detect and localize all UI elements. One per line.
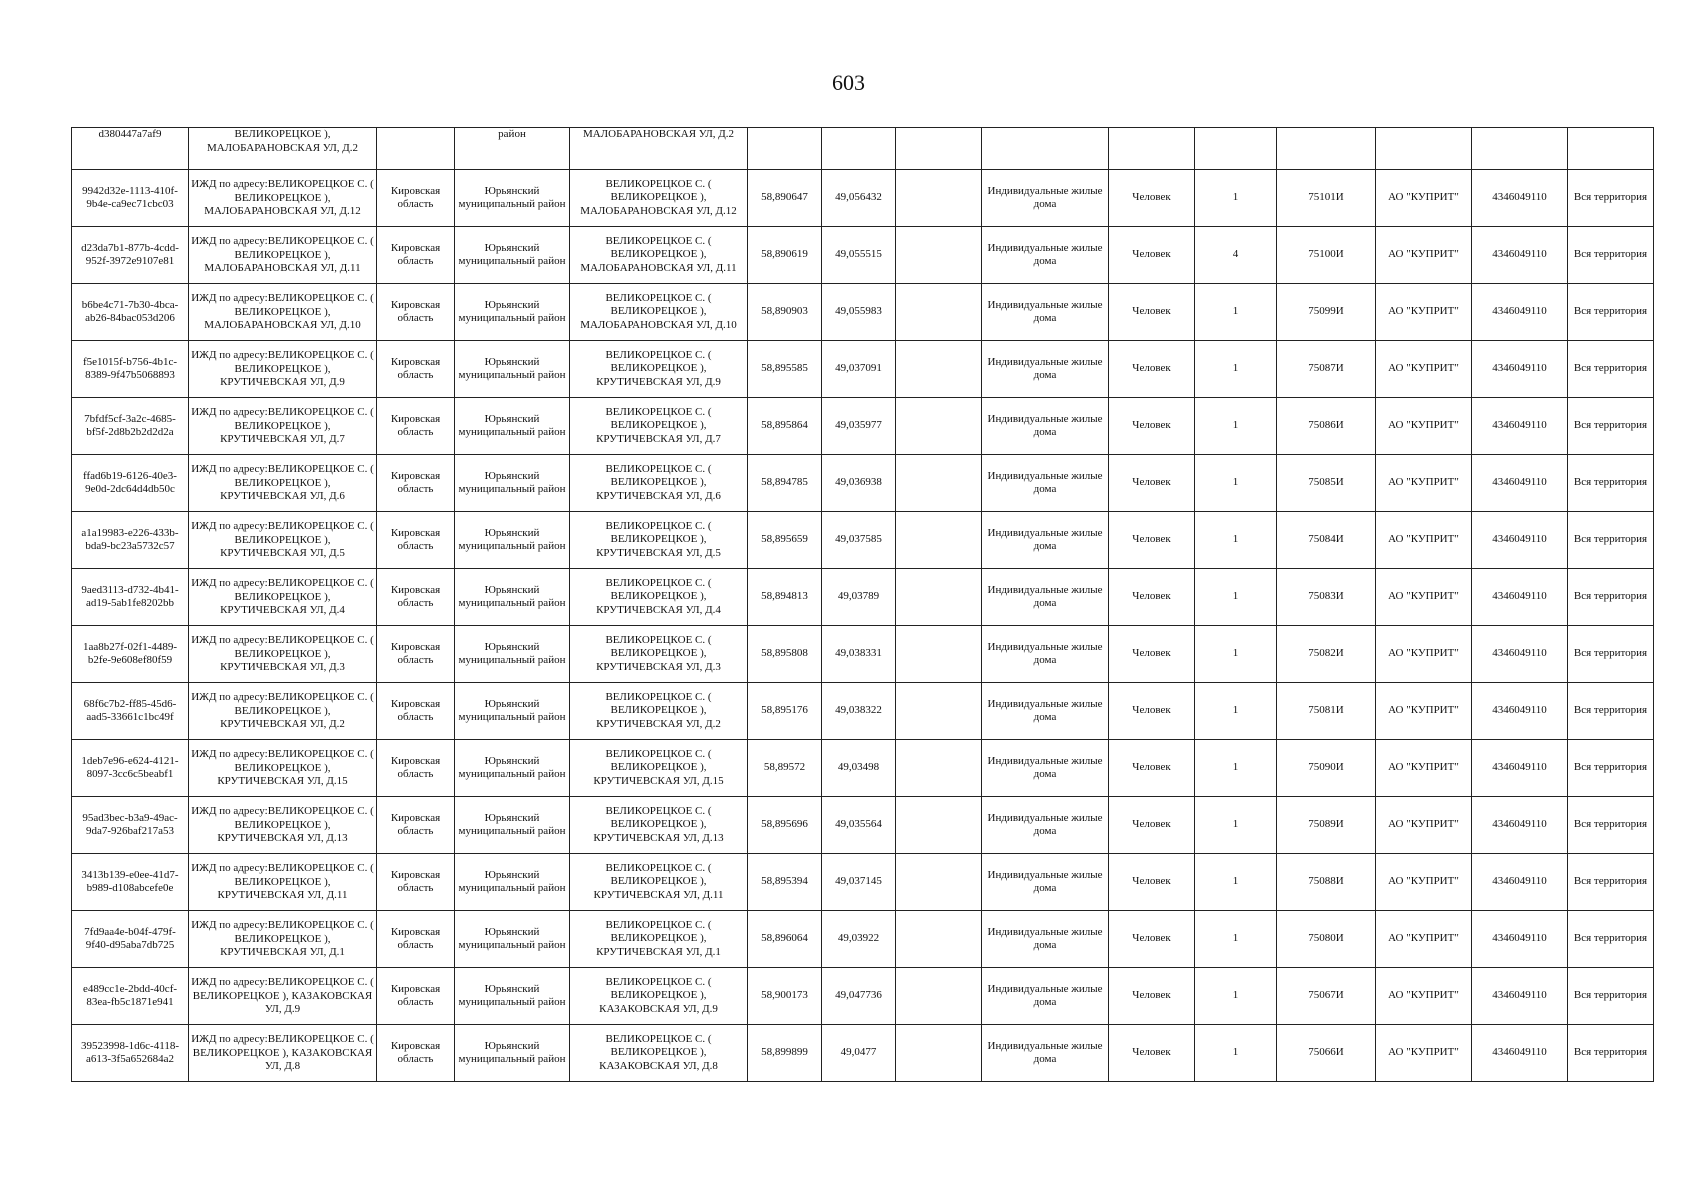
cell-unit: Человек [1109, 284, 1195, 341]
cell-longitude: 49,055515 [822, 227, 896, 284]
cell-organization: АО "КУПРИТ" [1376, 455, 1472, 512]
cell-code: 75082И [1277, 626, 1376, 683]
cell-region: Кировская область [377, 512, 455, 569]
cell-id: 7fd9aa4e-b04f-479f-9f40-d95aba7db725 [72, 911, 189, 968]
cell-quantity: 1 [1195, 968, 1277, 1025]
cell-district: Юрьянский муниципальный район [455, 911, 570, 968]
cell-district: район [455, 128, 570, 170]
cell-name: ИЖД по адресу:ВЕЛИКОРЕЦКОЕ С. ( ВЕЛИКОРЕЦКОЕ ), КРУТИЧЕВСКАЯ УЛ, Д.15 [189, 740, 377, 797]
page-number: 603 [832, 70, 865, 95]
cell-area: Вся территория [1568, 626, 1654, 683]
cell-inn: 4346049110 [1472, 1025, 1568, 1082]
table-row [72, 170, 1654, 227]
cell-empty [896, 626, 982, 683]
cell-address: ВЕЛИКОРЕЦКОЕ С. ( ВЕЛИКОРЕЦКОЕ ), КРУТИЧЕВСКАЯ УЛ, Д.3 [570, 626, 748, 683]
cell-organization: АО "КУПРИТ" [1376, 683, 1472, 740]
cell-area: Вся территория [1568, 170, 1654, 227]
cell-address: ВЕЛИКОРЕЦКОЕ С. ( ВЕЛИКОРЕЦКОЕ ), КРУТИЧЕВСКАЯ УЛ, Д.2 [570, 683, 748, 740]
cell-district: Юрьянский муниципальный район [455, 398, 570, 455]
cell-empty [896, 341, 982, 398]
cell-area: Вся территория [1568, 512, 1654, 569]
cell-quantity: 1 [1195, 569, 1277, 626]
cell-name: ИЖД по адресу:ВЕЛИКОРЕЦКОЕ С. ( ВЕЛИКОРЕЦКОЕ ), КРУТИЧЕВСКАЯ УЛ, Д.3 [189, 626, 377, 683]
cell-empty [896, 683, 982, 740]
cell-latitude: 58,890619 [748, 227, 822, 284]
cell-inn: 4346049110 [1472, 626, 1568, 683]
cell-empty [896, 398, 982, 455]
cell-name: ИЖД по адресу:ВЕЛИКОРЕЦКОЕ С. ( ВЕЛИКОРЕЦКОЕ ), КРУТИЧЕВСКАЯ УЛ, Д.11 [189, 854, 377, 911]
cell-organization: АО "КУПРИТ" [1376, 398, 1472, 455]
cell-district: Юрьянский муниципальный район [455, 683, 570, 740]
cell-code: 75088И [1277, 854, 1376, 911]
cell-category: Индивидуальные жилые дома [982, 911, 1109, 968]
table-row [72, 854, 1654, 911]
cell-area: Вся территория [1568, 569, 1654, 626]
cell-category: Индивидуальные жилые дома [982, 854, 1109, 911]
cell-id: ffad6b19-6126-40e3-9e0d-2dc64d4db50c [72, 455, 189, 512]
cell-inn: 4346049110 [1472, 854, 1568, 911]
cell-quantity: 1 [1195, 341, 1277, 398]
cell-quantity: 1 [1195, 854, 1277, 911]
cell-id: e489cc1e-2bdd-40cf-83ea-fb5c1871e941 [72, 968, 189, 1025]
cell-empty [896, 797, 982, 854]
cell-inn: 4346049110 [1472, 683, 1568, 740]
cell-code: 75089И [1277, 797, 1376, 854]
cell-longitude: 49,035977 [822, 398, 896, 455]
cell-id: 1aa8b27f-02f1-4489-b2fe-9e608ef80f59 [72, 626, 189, 683]
cell-quantity: 1 [1195, 797, 1277, 854]
cell-longitude: 49,03922 [822, 911, 896, 968]
cell-area: Вся территория [1568, 740, 1654, 797]
cell-longitude: 49,038331 [822, 626, 896, 683]
cell-name: ИЖД по адресу:ВЕЛИКОРЕЦКОЕ С. ( ВЕЛИКОРЕЦКОЕ ), КРУТИЧЕВСКАЯ УЛ, Д.9 [189, 341, 377, 398]
cell-inn: 4346049110 [1472, 170, 1568, 227]
cell-category: Индивидуальные жилые дома [982, 740, 1109, 797]
cell-area: Вся территория [1568, 797, 1654, 854]
cell-id: 39523998-1d6c-4118-a613-3f5a652684a2 [72, 1025, 189, 1082]
cell-region: Кировская область [377, 854, 455, 911]
cell-name: ИЖД по адресу:ВЕЛИКОРЕЦКОЕ С. ( ВЕЛИКОРЕЦКОЕ ), КРУТИЧЕВСКАЯ УЛ, Д.7 [189, 398, 377, 455]
cell-category: Индивидуальные жилые дома [982, 512, 1109, 569]
cell-organization: АО "КУПРИТ" [1376, 854, 1472, 911]
cell-empty [896, 569, 982, 626]
cell-region: Кировская область [377, 797, 455, 854]
cell-inn: 4346049110 [1472, 512, 1568, 569]
cell-area: Вся территория [1568, 284, 1654, 341]
cell-code: 75086И [1277, 398, 1376, 455]
cell-id: 9942d32e-1113-410f-9b4e-ca9ec71cbc03 [72, 170, 189, 227]
cell-longitude: 49,035564 [822, 797, 896, 854]
cell-district: Юрьянский муниципальный район [455, 170, 570, 227]
cell-empty [896, 170, 982, 227]
cell-code: 75090И [1277, 740, 1376, 797]
cell-unit: Человек [1109, 626, 1195, 683]
cell-latitude: 58,895585 [748, 341, 822, 398]
cell-name: ИЖД по адресу:ВЕЛИКОРЕЦКОЕ С. ( ВЕЛИКОРЕЦКОЕ ), КРУТИЧЕВСКАЯ УЛ, Д.13 [189, 797, 377, 854]
cell-address: ВЕЛИКОРЕЦКОЕ С. ( ВЕЛИКОРЕЦКОЕ ), КРУТИЧЕВСКАЯ УЛ, Д.4 [570, 569, 748, 626]
cell-address: ВЕЛИКОРЕЦКОЕ С. ( ВЕЛИКОРЕЦКОЕ ), КРУТИЧЕВСКАЯ УЛ, Д.7 [570, 398, 748, 455]
cell-empty [896, 740, 982, 797]
cell-empty [896, 512, 982, 569]
cell-empty [896, 1025, 982, 1082]
cell-name: ИЖД по адресу:ВЕЛИКОРЕЦКОЕ С. ( ВЕЛИКОРЕЦКОЕ ), МАЛОБАРАНОВСКАЯ УЛ, Д.10 [189, 284, 377, 341]
cell-category: Индивидуальные жилые дома [982, 284, 1109, 341]
cell-region: Кировская область [377, 740, 455, 797]
cell-organization: АО "КУПРИТ" [1376, 740, 1472, 797]
cell-code: 75081И [1277, 683, 1376, 740]
cell-region: Кировская область [377, 968, 455, 1025]
table-row [72, 455, 1654, 512]
cell-area: Вся территория [1568, 341, 1654, 398]
cell-address: ВЕЛИКОРЕЦКОЕ С. ( ВЕЛИКОРЕЦКОЕ ), КРУТИЧЕВСКАЯ УЛ, Д.15 [570, 740, 748, 797]
cell-district: Юрьянский муниципальный район [455, 227, 570, 284]
cell-district: Юрьянский муниципальный район [455, 455, 570, 512]
cell-longitude: 49,056432 [822, 170, 896, 227]
cell-unit: Человек [1109, 341, 1195, 398]
cell-organization: АО "КУПРИТ" [1376, 512, 1472, 569]
cell-quantity: 1 [1195, 170, 1277, 227]
cell-id: 1deb7e96-e624-4121-8097-3cc6c5beabf1 [72, 740, 189, 797]
cell-code: 75067И [1277, 968, 1376, 1025]
cell-inn: 4346049110 [1472, 968, 1568, 1025]
cell-unit: Человек [1109, 911, 1195, 968]
cell-latitude: 58,900173 [748, 968, 822, 1025]
cell-address: ВЕЛИКОРЕЦКОЕ С. ( ВЕЛИКОРЕЦКОЕ ), КРУТИЧЕВСКАЯ УЛ, Д.1 [570, 911, 748, 968]
cell-empty [896, 284, 982, 341]
cell-latitude: 58,890647 [748, 170, 822, 227]
cell-region: Кировская область [377, 683, 455, 740]
cell-organization: АО "КУПРИТ" [1376, 341, 1472, 398]
cell-organization: АО "КУПРИТ" [1376, 626, 1472, 683]
cell-latitude: 58,894813 [748, 569, 822, 626]
cell-region: Кировская область [377, 170, 455, 227]
cell-name: ИЖД по адресу:ВЕЛИКОРЕЦКОЕ С. ( ВЕЛИКОРЕЦКОЕ ), КАЗАКОВСКАЯ УЛ, Д.9 [189, 968, 377, 1025]
cell-unit: Человек [1109, 1025, 1195, 1082]
cell-inn: 4346049110 [1472, 398, 1568, 455]
table-row [72, 341, 1654, 398]
cell-inn: 4346049110 [1472, 797, 1568, 854]
cell-latitude: 58,899899 [748, 1025, 822, 1082]
cell-organization: АО "КУПРИТ" [1376, 1025, 1472, 1082]
cell-district: Юрьянский муниципальный район [455, 341, 570, 398]
cell-address: ВЕЛИКОРЕЦКОЕ С. ( ВЕЛИКОРЕЦКОЕ ), КАЗАКОВСКАЯ УЛ, Д.9 [570, 968, 748, 1025]
cell-longitude: 49,037585 [822, 512, 896, 569]
table-row [72, 968, 1654, 1025]
cell-region: Кировская область [377, 341, 455, 398]
cell-inn: 4346049110 [1472, 569, 1568, 626]
cell-code: 75066И [1277, 1025, 1376, 1082]
cell-category: Индивидуальные жилые дома [982, 626, 1109, 683]
cell-name: ИЖД по адресу:ВЕЛИКОРЕЦКОЕ С. ( ВЕЛИКОРЕЦКОЕ ), МАЛОБАРАНОВСКАЯ УЛ, Д.11 [189, 227, 377, 284]
cell-code: 75085И [1277, 455, 1376, 512]
cell-inn: 4346049110 [1472, 740, 1568, 797]
cell-unit: Человек [1109, 227, 1195, 284]
cell-organization: АО "КУПРИТ" [1376, 284, 1472, 341]
registry-table [71, 127, 1654, 1082]
table-row [72, 398, 1654, 455]
cell-district: Юрьянский муниципальный район [455, 569, 570, 626]
cell-inn: 4346049110 [1472, 911, 1568, 968]
cell-latitude: 58,894785 [748, 455, 822, 512]
cell-address: ВЕЛИКОРЕЦКОЕ С. ( ВЕЛИКОРЕЦКОЕ ), МАЛОБАРАНОВСКАЯ УЛ, Д.12 [570, 170, 748, 227]
cell-category: Индивидуальные жилые дома [982, 968, 1109, 1025]
cell-category: Индивидуальные жилые дома [982, 797, 1109, 854]
cell-empty [896, 968, 982, 1025]
cell-area: Вся территория [1568, 1025, 1654, 1082]
table-row [72, 569, 1654, 626]
cell-code: 75084И [1277, 512, 1376, 569]
cell-latitude: 58,896064 [748, 911, 822, 968]
cell-district: Юрьянский муниципальный район [455, 854, 570, 911]
cell-district: Юрьянский муниципальный район [455, 626, 570, 683]
cell-organization: АО "КУПРИТ" [1376, 911, 1472, 968]
cell-district: Юрьянский муниципальный район [455, 284, 570, 341]
cell-name: ИЖД по адресу:ВЕЛИКОРЕЦКОЕ С. ( ВЕЛИКОРЕЦКОЕ ), КРУТИЧЕВСКАЯ УЛ, Д.4 [189, 569, 377, 626]
cell-inn: 4346049110 [1472, 227, 1568, 284]
table-row [72, 1025, 1654, 1082]
cell-region: Кировская область [377, 626, 455, 683]
cell-region: Кировская область [377, 911, 455, 968]
cell-address: МАЛОБАРАНОВСКАЯ УЛ, Д.2 [570, 128, 748, 170]
cell-name: ИЖД по адресу:ВЕЛИКОРЕЦКОЕ С. ( ВЕЛИКОРЕЦКОЕ ), КРУТИЧЕВСКАЯ УЛ, Д.6 [189, 455, 377, 512]
cell-empty [896, 455, 982, 512]
cell-category: Индивидуальные жилые дома [982, 227, 1109, 284]
cell-area: Вся территория [1568, 398, 1654, 455]
cell-latitude: 58,895659 [748, 512, 822, 569]
cell-code: 75099И [1277, 284, 1376, 341]
cell-unit: Человек [1109, 968, 1195, 1025]
cell-address: ВЕЛИКОРЕЦКОЕ С. ( ВЕЛИКОРЕЦКОЕ ), КАЗАКОВСКАЯ УЛ, Д.8 [570, 1025, 748, 1082]
cell-unit: Человек [1109, 740, 1195, 797]
cell-region: Кировская область [377, 227, 455, 284]
cell-name: ИЖД по адресу:ВЕЛИКОРЕЦКОЕ С. ( ВЕЛИКОРЕЦКОЕ ), МАЛОБАРАНОВСКАЯ УЛ, Д.12 [189, 170, 377, 227]
cell-id: 68f6c7b2-ff85-45d6-aad5-33661c1bc49f [72, 683, 189, 740]
cell-latitude: 58,89572 [748, 740, 822, 797]
cell-category: Индивидуальные жилые дома [982, 683, 1109, 740]
cell-code: 75080И [1277, 911, 1376, 968]
cell-area: Вся территория [1568, 455, 1654, 512]
cell-id: 95ad3bec-b3a9-49ac-9da7-926baf217a53 [72, 797, 189, 854]
cell-unit: Человек [1109, 797, 1195, 854]
cell-region: Кировская область [377, 569, 455, 626]
cell-address: ВЕЛИКОРЕЦКОЕ С. ( ВЕЛИКОРЕЦКОЕ ), КРУТИЧЕВСКАЯ УЛ, Д.13 [570, 797, 748, 854]
table-row [72, 284, 1654, 341]
cell-id: b6be4c71-7b30-4bca-ab26-84bac053d206 [72, 284, 189, 341]
cell-address: ВЕЛИКОРЕЦКОЕ С. ( ВЕЛИКОРЕЦКОЕ ), МАЛОБАРАНОВСКАЯ УЛ, Д.11 [570, 227, 748, 284]
cell-longitude: 49,047736 [822, 968, 896, 1025]
cell-id: 7bfdf5cf-3a2c-4685-bf5f-2d8b2b2d2d2a [72, 398, 189, 455]
cell-address: ВЕЛИКОРЕЦКОЕ С. ( ВЕЛИКОРЕЦКОЕ ), КРУТИЧЕВСКАЯ УЛ, Д.9 [570, 341, 748, 398]
cell-id: 3413b139-e0ee-41d7-b989-d108abcefe0e [72, 854, 189, 911]
cell-code: 75083И [1277, 569, 1376, 626]
cell-area: Вся территория [1568, 854, 1654, 911]
table-row [72, 740, 1654, 797]
table-row [72, 911, 1654, 968]
cell-code: 75100И [1277, 227, 1376, 284]
cell-organization: АО "КУПРИТ" [1376, 569, 1472, 626]
cell-category: Индивидуальные жилые дома [982, 1025, 1109, 1082]
cell-unit: Человек [1109, 398, 1195, 455]
cell-quantity: 4 [1195, 227, 1277, 284]
cell-address: ВЕЛИКОРЕЦКОЕ С. ( ВЕЛИКОРЕЦКОЕ ), КРУТИЧЕВСКАЯ УЛ, Д.5 [570, 512, 748, 569]
cell-id: a1a19983-e226-433b-bda9-bc23a5732c57 [72, 512, 189, 569]
cell-id: 9aed3113-d732-4b41-ad19-5ab1fe8202bb [72, 569, 189, 626]
cell-id: d23da7b1-877b-4cdd-952f-3972e9107e81 [72, 227, 189, 284]
cell-region: Кировская область [377, 455, 455, 512]
cell-address: ВЕЛИКОРЕЦКОЕ С. ( ВЕЛИКОРЕЦКОЕ ), КРУТИЧЕВСКАЯ УЛ, Д.11 [570, 854, 748, 911]
cell-inn: 4346049110 [1472, 284, 1568, 341]
cell-area: Вся территория [1568, 968, 1654, 1025]
cell-unit: Человек [1109, 683, 1195, 740]
cell-quantity: 1 [1195, 284, 1277, 341]
cell-area: Вся территория [1568, 911, 1654, 968]
cell-unit: Человек [1109, 170, 1195, 227]
cell-latitude: 58,895394 [748, 854, 822, 911]
table-row [72, 797, 1654, 854]
cell-id: f5e1015f-b756-4b1c-8389-9f47b5068893 [72, 341, 189, 398]
cell-quantity: 1 [1195, 512, 1277, 569]
cell-code: 75101И [1277, 170, 1376, 227]
table-row-continued [72, 128, 1654, 170]
cell-longitude: 49,038322 [822, 683, 896, 740]
cell-name: ИЖД по адресу:ВЕЛИКОРЕЦКОЕ С. ( ВЕЛИКОРЕЦКОЕ ), КРУТИЧЕВСКАЯ УЛ, Д.1 [189, 911, 377, 968]
table-row [72, 227, 1654, 284]
cell-unit: Человек [1109, 512, 1195, 569]
cell-organization: АО "КУПРИТ" [1376, 797, 1472, 854]
cell-code: 75087И [1277, 341, 1376, 398]
cell-quantity: 1 [1195, 1025, 1277, 1082]
cell-unit: Человек [1109, 455, 1195, 512]
cell-latitude: 58,895176 [748, 683, 822, 740]
cell-latitude: 58,890903 [748, 284, 822, 341]
cell-address: ВЕЛИКОРЕЦКОЕ С. ( ВЕЛИКОРЕЦКОЕ ), КРУТИЧЕВСКАЯ УЛ, Д.6 [570, 455, 748, 512]
cell-inn: 4346049110 [1472, 341, 1568, 398]
cell-latitude: 58,895864 [748, 398, 822, 455]
cell-latitude: 58,895808 [748, 626, 822, 683]
cell-region: Кировская область [377, 1025, 455, 1082]
cell-longitude: 49,036938 [822, 455, 896, 512]
cell-longitude: 49,037145 [822, 854, 896, 911]
cell-longitude: 49,0477 [822, 1025, 896, 1082]
cell-quantity: 1 [1195, 455, 1277, 512]
cell-area: Вся территория [1568, 227, 1654, 284]
table-row [72, 683, 1654, 740]
cell-name: ИЖД по адресу:ВЕЛИКОРЕЦКОЕ С. ( ВЕЛИКОРЕЦКОЕ ), КРУТИЧЕВСКАЯ УЛ, Д.5 [189, 512, 377, 569]
cell-district: Юрьянский муниципальный район [455, 1025, 570, 1082]
cell-latitude: 58,895696 [748, 797, 822, 854]
cell-address: ВЕЛИКОРЕЦКОЕ С. ( ВЕЛИКОРЕЦКОЕ ), МАЛОБАРАНОВСКАЯ УЛ, Д.10 [570, 284, 748, 341]
table-row [72, 512, 1654, 569]
cell-district: Юрьянский муниципальный район [455, 797, 570, 854]
cell-unit: Человек [1109, 854, 1195, 911]
cell-quantity: 1 [1195, 683, 1277, 740]
cell-empty [896, 227, 982, 284]
cell-longitude: 49,03789 [822, 569, 896, 626]
cell-area: Вся территория [1568, 683, 1654, 740]
cell-district: Юрьянский муниципальный район [455, 740, 570, 797]
cell-district: Юрьянский муниципальный район [455, 512, 570, 569]
cell-longitude: 49,037091 [822, 341, 896, 398]
cell-region: Кировская область [377, 398, 455, 455]
cell-longitude: 49,055983 [822, 284, 896, 341]
cell-longitude: 49,03498 [822, 740, 896, 797]
cell-name: ИЖД по адресу:ВЕЛИКОРЕЦКОЕ С. ( ВЕЛИКОРЕЦКОЕ ), КАЗАКОВСКАЯ УЛ, Д.8 [189, 1025, 377, 1082]
cell-organization: АО "КУПРИТ" [1376, 170, 1472, 227]
cell-quantity: 1 [1195, 740, 1277, 797]
cell-region [377, 128, 455, 170]
cell-category: Индивидуальные жилые дома [982, 455, 1109, 512]
cell-category: Индивидуальные жилые дома [982, 569, 1109, 626]
cell-quantity: 1 [1195, 626, 1277, 683]
cell-quantity: 1 [1195, 911, 1277, 968]
cell-category: Индивидуальные жилые дома [982, 398, 1109, 455]
cell-unit: Человек [1109, 569, 1195, 626]
cell-district: Юрьянский муниципальный район [455, 968, 570, 1025]
cell-id: d380447a7af9 [72, 128, 189, 170]
cell-quantity: 1 [1195, 398, 1277, 455]
cell-empty [896, 911, 982, 968]
cell-name: ВЕЛИКОРЕЦКОЕ ), МАЛОБАРАНОВСКАЯ УЛ, Д.2 [189, 128, 377, 170]
cell-organization: АО "КУПРИТ" [1376, 227, 1472, 284]
cell-empty [896, 854, 982, 911]
cell-inn: 4346049110 [1472, 455, 1568, 512]
cell-category: Индивидуальные жилые дома [982, 170, 1109, 227]
cell-region: Кировская область [377, 284, 455, 341]
cell-category: Индивидуальные жилые дома [982, 341, 1109, 398]
cell-organization: АО "КУПРИТ" [1376, 968, 1472, 1025]
cell-name: ИЖД по адресу:ВЕЛИКОРЕЦКОЕ С. ( ВЕЛИКОРЕЦКОЕ ), КРУТИЧЕВСКАЯ УЛ, Д.2 [189, 683, 377, 740]
table-row [72, 626, 1654, 683]
